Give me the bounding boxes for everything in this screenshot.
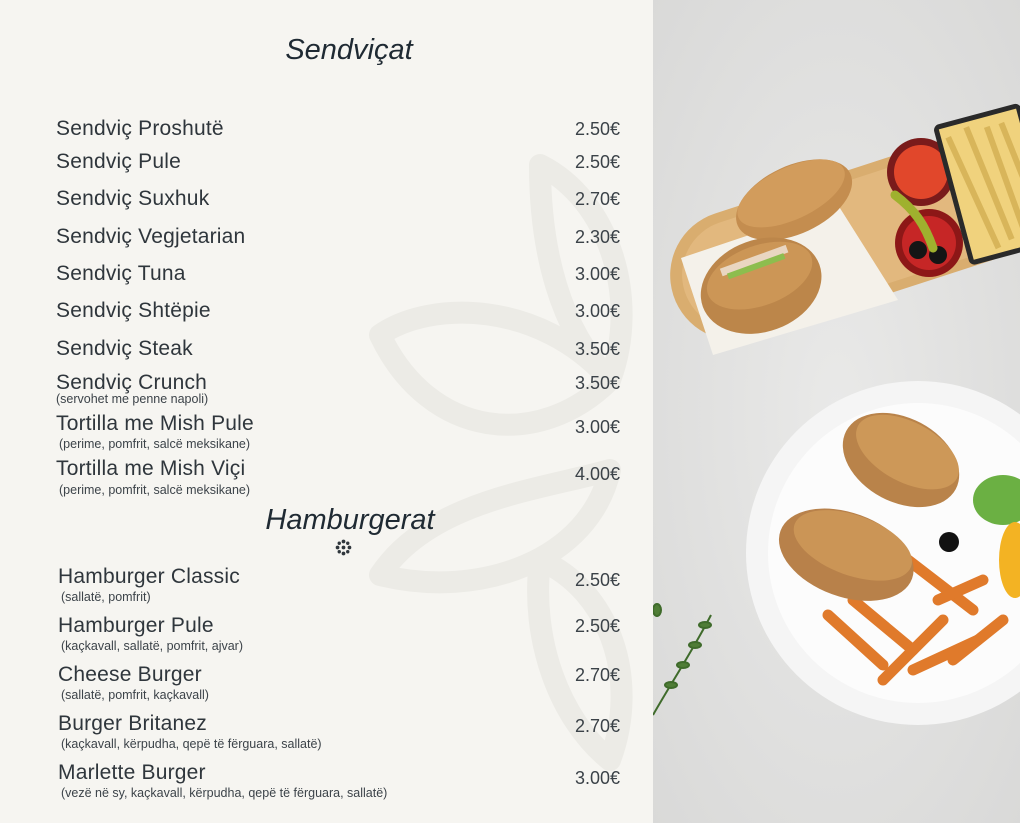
- item-name: Hamburger Classic: [58, 565, 240, 588]
- item-price: 2.50€: [574, 119, 620, 139]
- item-description: (sallatë, pomfrit): [61, 590, 151, 604]
- item-price: 3.00€: [574, 264, 620, 284]
- food-photo: [653, 0, 1020, 823]
- item-description: (sallatë, pomfrit, kaçkavall): [61, 688, 209, 702]
- item-name: Sendviç Steak: [56, 337, 193, 360]
- item-name: Sendviç Proshutë: [56, 117, 224, 140]
- food-photo-illustration: [653, 0, 1020, 823]
- item-description: (kaçkavall, kërpudha, qepë të fërguara, sallatë): [61, 737, 322, 751]
- item-name: Marlette Burger: [58, 761, 206, 784]
- item-price: 3.00€: [574, 301, 620, 321]
- item-name: Hamburger Pule: [58, 614, 214, 637]
- item-price: 2.70€: [574, 665, 620, 685]
- item-price: 2.70€: [574, 716, 620, 736]
- item-name: Sendviç Shtëpie: [56, 299, 211, 322]
- snowflake-ornament-icon: [335, 539, 352, 556]
- item-price: 3.00€: [574, 417, 620, 437]
- item-price: 2.70€: [574, 189, 620, 209]
- item-price: 3.00€: [574, 768, 620, 788]
- item-description: (perime, pomfrit, salcë meksikane): [59, 437, 251, 451]
- section-title-burgers: Hamburgerat: [265, 504, 435, 536]
- item-name: Cheese Burger: [58, 663, 202, 686]
- item-name: Sendviç Crunch: [56, 371, 208, 394]
- item-price: 3.50€: [574, 339, 620, 359]
- item-name: Burger Britanez: [58, 712, 207, 735]
- item-name: Sendviç Suxhuk: [56, 187, 210, 210]
- item-price: 2.30€: [574, 227, 620, 247]
- section-title-sandwiches: Sendviçat: [285, 34, 413, 66]
- item-name: Tortilla me Mish Pule: [56, 412, 254, 435]
- item-name: Sendviç Vegjetarian: [56, 225, 246, 248]
- item-price: 4.00€: [574, 464, 620, 484]
- item-description: (vezë në sy, kaçkavall, kërpudha, qepë të fërguara, sallatë): [61, 786, 388, 800]
- item-price: 2.50€: [574, 570, 620, 590]
- item-name: Tortilla me Mish Viçi: [56, 457, 246, 480]
- item-description: (perime, pomfrit, salcë meksikane): [59, 483, 251, 497]
- item-price: 3.50€: [574, 373, 620, 393]
- item-price: 2.50€: [574, 616, 620, 636]
- item-description: (kaçkavall, sallatë, pomfrit, ajvar): [61, 639, 244, 653]
- item-name: Sendviç Pule: [56, 150, 181, 173]
- item-name: Sendviç Tuna: [56, 262, 186, 285]
- item-price: 2.50€: [574, 152, 620, 172]
- item-description: (servohet me penne napoli): [56, 392, 209, 406]
